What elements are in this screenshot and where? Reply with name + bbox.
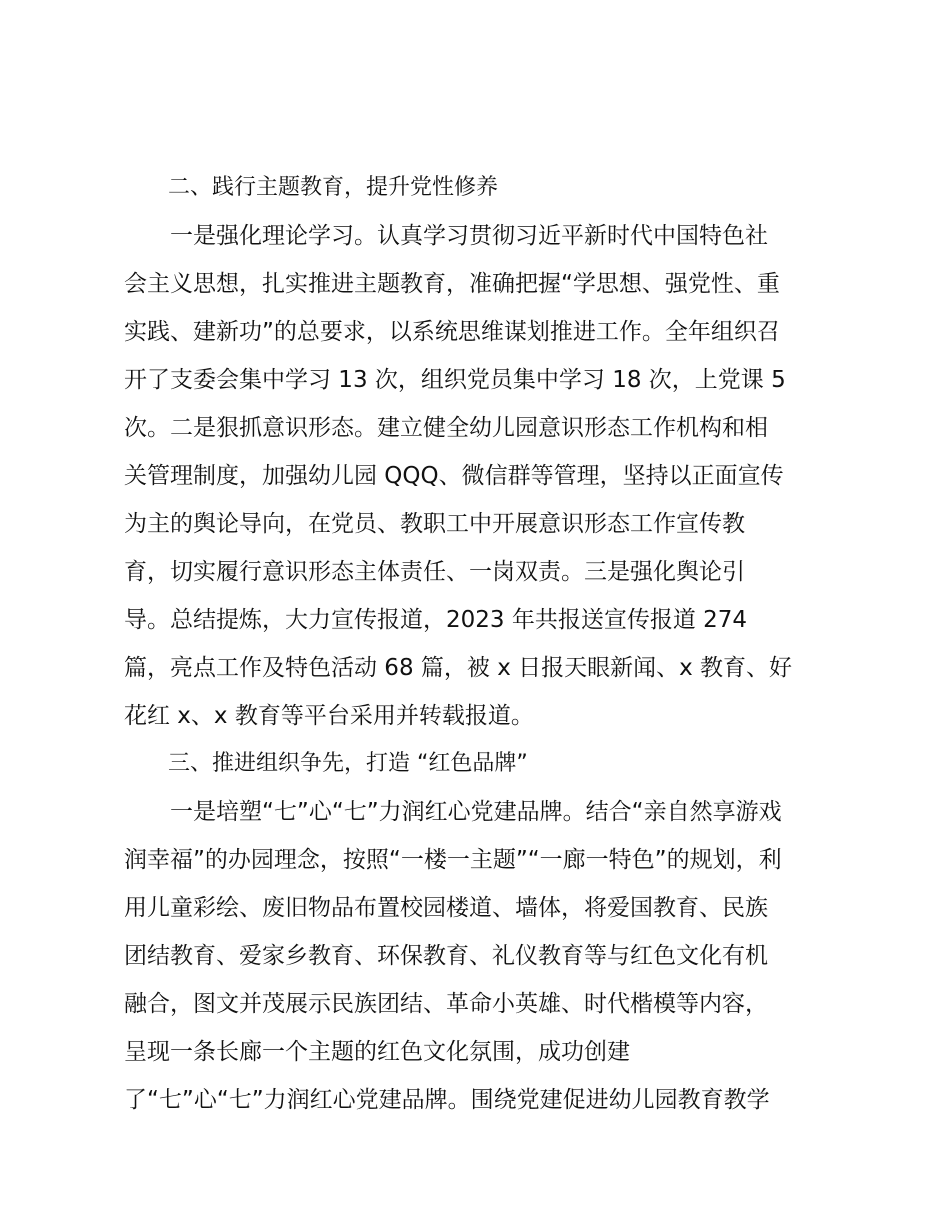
section-heading-2: 二、践行主题教育，提升党性修养	[124, 175, 499, 200]
text-line: 关管理制度，加强幼儿园 QQQ、微信群等管理，坚持以正面宣传	[124, 463, 784, 489]
text-line: 会主义思想，扎实推进主题教育，准确把握“学思想、强党性、重	[124, 271, 780, 297]
text-line: 呈现一条长廊一个主题的红色文化氛围，成功创建	[124, 1039, 630, 1065]
section-heading-3: 三、推进组织争先，打造 “红色品牌”	[124, 751, 528, 776]
text-line: 了“七”心“七”力润红心党建品牌。围绕党建促进幼儿园教育教学	[124, 1087, 770, 1113]
text-line: 用儿童彩绘、废旧物品布置校园楼道、墙体，将爱国教育、民族	[124, 895, 768, 921]
document-body	[124, 164, 844, 1124]
text-line: 育，切实履行意识形态主体责任、一岗双责。三是强化舆论引	[124, 559, 745, 585]
text-line: 润幸福”的办园理念，按照“一楼一主题”“一廊一特色”的规划，利	[124, 847, 782, 873]
text-line: 为主的舆论导向，在党员、教职工中开展意识形态工作宣传教	[124, 511, 745, 537]
text-line: 一是强化理论学习。认真学习贯彻习近平新时代中国特色社	[124, 223, 768, 249]
text-line: 实践、建新功”的总要求，以系统思维谋划推进工作。全年组织召	[124, 319, 780, 345]
text-line: 导。总结提炼，大力宣传报道，2023 年共报送宣传报道 274	[124, 607, 748, 633]
text-line: 融合，图文并茂展示民族团结、革命小英雄、时代楷模等内容，	[124, 991, 768, 1017]
text-line: 团结教育、爱家乡教育、环保教育、礼仪教育等与红色文化有机	[124, 943, 768, 969]
text-line: 篇，亮点工作及特色活动 68 篇，被 x 日报天眼新闻、x 教育、好	[124, 655, 793, 681]
text-line: 一是培塑“七”心“七”力润红心党建品牌。结合“亲自然享游戏	[124, 799, 782, 825]
text-line: 次。二是狠抓意识形态。建立健全幼儿园意识形态工作机构和相	[124, 415, 768, 441]
text-line: 开了支委会集中学习 13 次，组织党员集中学习 18 次，上党课 5	[124, 367, 786, 393]
text-line: 花红 x、x 教育等平台采用并转载报道。	[124, 703, 534, 729]
